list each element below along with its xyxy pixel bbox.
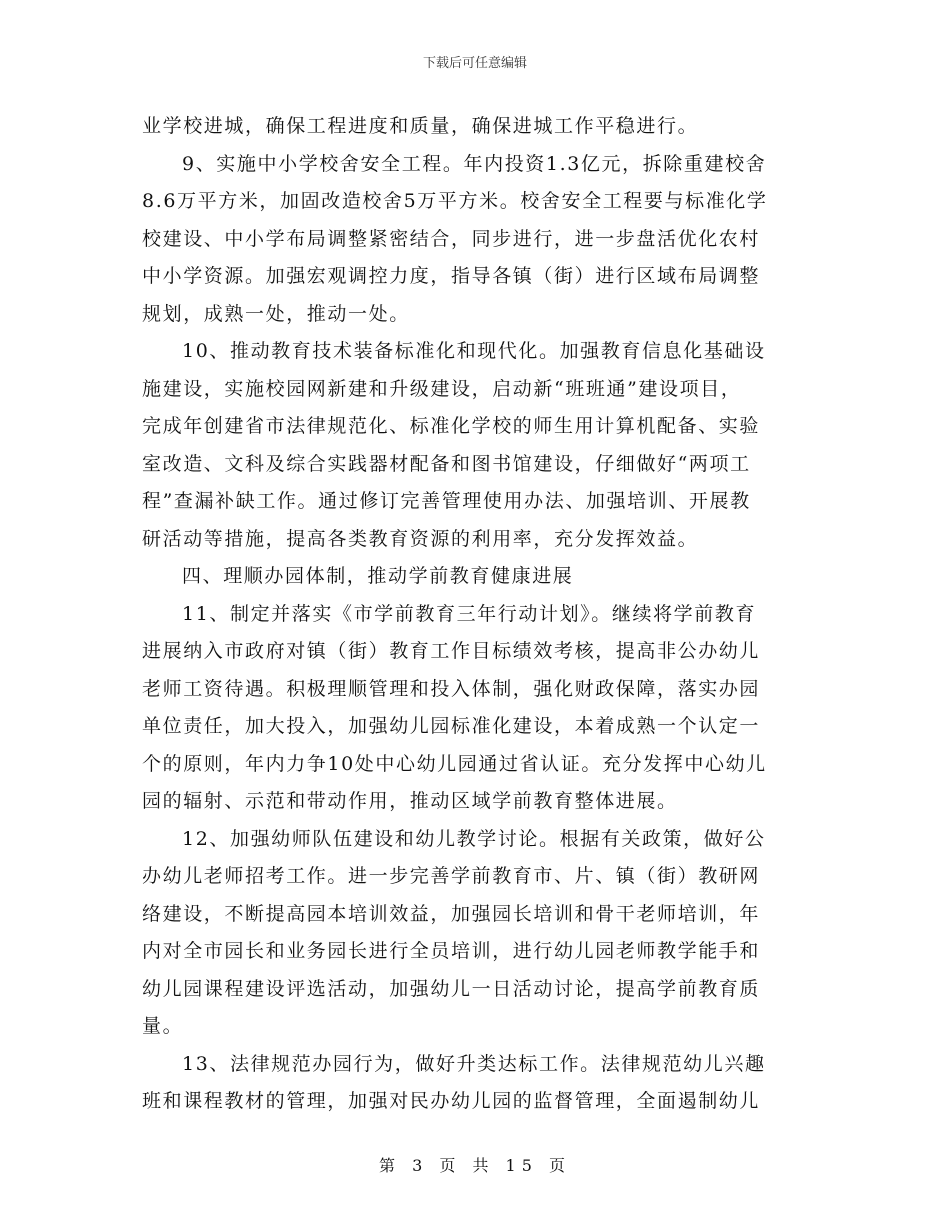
body-line: 老师工资待遇。积极理顺管理和投入体制，强化财政保障，落实办园 bbox=[142, 677, 761, 700]
page-number-footer: 第 3 页 共 15 页 bbox=[379, 1156, 571, 1175]
body-line: 室改造、文科及综合实践器材配备和图书馆建设，仔细做好“两项工 bbox=[142, 452, 751, 475]
body-line: 研活动等措施，提高各类教育资源的利用率，充分发挥效益。 bbox=[142, 527, 699, 550]
body-line: 校建设、中小学布局调整紧密结合，同步进行，进一步盘活优化农村 bbox=[142, 227, 761, 250]
body-line: 完成年创建省市法律规范化、标准化学校的师生用计算机配备、实验 bbox=[142, 415, 761, 437]
body-line: 业学校进城，确保工程进度和质量，确保进城工作平稳进行。 bbox=[142, 115, 699, 137]
body-line: 幼儿园课程建设评选活动，加强幼儿一日活动讨论，提高学前教育质 bbox=[142, 977, 761, 1000]
body-line: 程”查漏补缺工作。通过修订完善管理使用办法、加强培训、开展教 bbox=[142, 490, 751, 512]
body-line: 中小学资源。加强宏观调控力度，指导各镇（街）进行区域布局调整 bbox=[142, 265, 761, 287]
body-line: 内对全市园长和业务园长进行全员培训，进行幼儿园老师教学能手和 bbox=[142, 940, 761, 962]
page-header-note: 下载后可任意编辑 bbox=[422, 56, 527, 71]
body-line: 11、制定并落实《市学前教育三年行动计划》。继续将学前教育 bbox=[182, 602, 757, 625]
body-line: 12、加强幼师队伍建设和幼儿教学讨论。根据有关政策，做好公 bbox=[182, 827, 766, 850]
body-line: 络建设，不断提高园本培训效益，加强园长培训和骨干老师培训，年 bbox=[142, 902, 761, 925]
body-line: 施建设，实施校园网新建和升级建设，启动新“班班通”建设项目， bbox=[142, 377, 742, 400]
body-line: 单位责任，加大投入，加强幼儿园标准化建设，本着成熟一个认定一 bbox=[142, 715, 761, 737]
body-line: 10、推动教育技术装备标准化和现代化。加强教育信息化基础设 bbox=[182, 340, 766, 362]
body-line: 办幼儿老师招考工作。进一步完善学前教育市、片、镇（街）教研网 bbox=[142, 865, 761, 887]
body-line: 量。 bbox=[142, 1015, 184, 1037]
body-line: 进展纳入市政府对镇（街）教育工作目标绩效考核，提高非公办幼儿 bbox=[142, 640, 761, 662]
body-line: 8.6万平方米，加固改造校舍5万平方米。校舍安全工程要与标准化学 bbox=[142, 190, 768, 212]
body-line: 9、实施中小学校舍安全工程。年内投资1.3亿元，拆除重建校舍 bbox=[182, 152, 767, 175]
body-line: 园的辐射、示范和带动作用，推动区域学前教育整体进展。 bbox=[142, 790, 678, 812]
document-body bbox=[142, 108, 808, 1121]
section-heading: 四、理顺办园体制，推动学前教育健康进展 bbox=[182, 565, 574, 587]
body-line: 13、法律规范办园行为，做好升类达标工作。法律规范幼儿兴趣 bbox=[182, 1052, 766, 1075]
body-line: 个的原则，年内力争10处中心幼儿园通过省认证。充分发挥中心幼儿 bbox=[142, 752, 767, 775]
body-line: 班和课程教材的管理，加强对民办幼儿园的监督管理，全面遏制幼儿 bbox=[142, 1090, 761, 1112]
body-line: 规划，成熟一处，推动一处。 bbox=[142, 302, 410, 325]
